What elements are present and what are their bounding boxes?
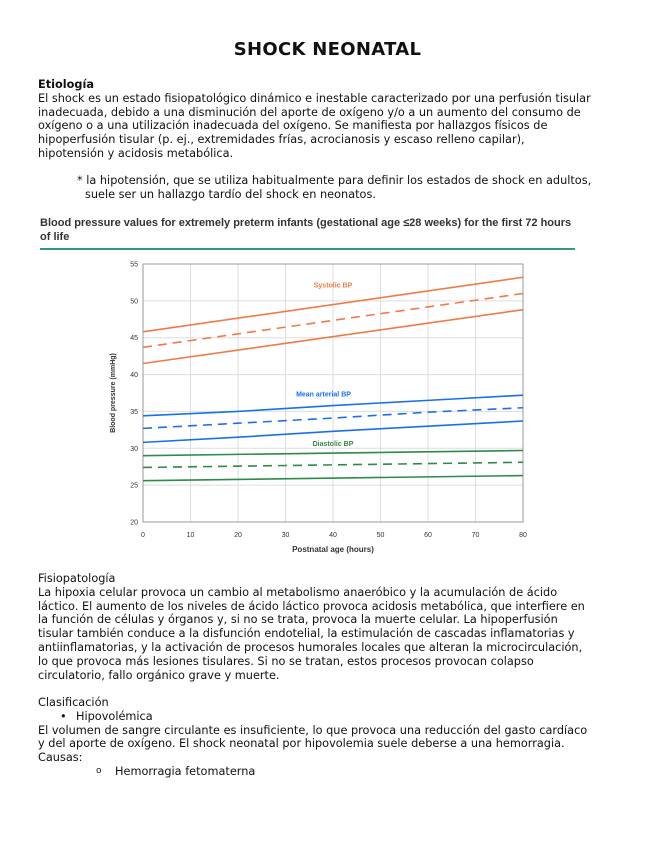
paragraph-line: y del aporte de oxígeno. El shock neonatal por hipovolemia suele deberse a una hemorragia. xyxy=(38,737,565,751)
note-line: suele ser un hallazgo tardío del shock en neonatos. xyxy=(85,187,376,201)
paragraph-line: La hipoxia celular provoca un cambio al metabolismo anaeróbico y la acumulación de ácido xyxy=(38,585,558,599)
paragraph-line: la función de células y órganos y, si no se trata, provoca la muerte celular. La hipoperfusión xyxy=(38,613,558,627)
y-tick-label: 35 xyxy=(130,408,138,416)
x-tick-label: 0 xyxy=(141,532,145,539)
page-title: SHOCK NEONATAL xyxy=(233,39,422,60)
paragraph-line: El volumen de sangre circulante es insuficiente, lo que provoca una reducción del gasto cardíaco xyxy=(38,723,588,737)
x-tick-label: 50 xyxy=(376,532,385,539)
paragraph-line: hipoperfusión tisular (p. ej., extremidades frías, acrocianosis y escaso relleno capilar), xyxy=(38,133,525,147)
hypotension-note xyxy=(77,174,622,202)
series-annotation: Mean arterial BP xyxy=(296,391,351,399)
paragraph-line: inadecuada, debido a una disminución del aporte de oxígeno y/o a un aumento del consumo de xyxy=(38,105,581,119)
fisiopatologia-heading: Fisiopatología xyxy=(38,572,116,585)
paragraph-line: tisular también conduce a la disfunción endotelial, la estimulación de cascadas inflamatorias y xyxy=(38,627,575,641)
y-axis-label: Blood pressure (mmHg) xyxy=(110,353,117,433)
paragraph-line: Causas: xyxy=(38,751,83,765)
x-tick-label: 60 xyxy=(424,532,432,539)
chart-title: Blood pressure values for extremely preterm infants (gestational age ≤28 weeks) for the first 72 hours of life xyxy=(40,217,572,243)
circle-bullet-icon: o xyxy=(96,765,102,776)
paragraph-line: circulatorio, fallo orgánico grave y muerte. xyxy=(38,668,280,682)
chart-title-rule xyxy=(40,248,575,250)
series-annotation: Diastolic BP xyxy=(312,441,354,449)
y-tick-label: 20 xyxy=(130,519,138,527)
sub-bullet-item xyxy=(38,765,623,779)
x-tick-label: 10 xyxy=(186,532,195,539)
fisiopatologia-section xyxy=(38,572,623,682)
y-tick-label: 25 xyxy=(130,482,138,490)
x-tick-label: 40 xyxy=(329,532,337,539)
y-tick-label: 40 xyxy=(130,372,138,380)
series-annotation: Systolic BP xyxy=(313,282,353,290)
sub-bullet-label: Hemorragia fetomaterna xyxy=(115,764,256,778)
x-tick-label: 80 xyxy=(519,532,527,539)
clasificacion-heading: Clasificación xyxy=(38,696,109,709)
bullet-icon: • xyxy=(60,709,67,723)
y-tick-label: 55 xyxy=(130,261,138,269)
paragraph-line: oxígeno o a una utilización inadecuada del oxígeno. Se manifiesta por hallazgos físicos de xyxy=(38,119,548,133)
paragraph-line: hipotensión y acidosis metabólica. xyxy=(38,146,234,160)
x-tick-label: 20 xyxy=(234,532,242,539)
x-axis-label: Postnatal age (hours) xyxy=(292,545,374,554)
etiologia-section xyxy=(38,78,623,161)
y-tick-label: 50 xyxy=(130,298,138,306)
paragraph-line: antiinflamatorias, y la activación de procesos humorales locales que alteran la microcirculación, xyxy=(38,640,583,654)
x-tick-label: 70 xyxy=(471,532,480,539)
etiologia-heading: Etiología xyxy=(38,78,94,91)
bullet-label: Hipovolémica xyxy=(76,709,153,723)
paragraph-line: El shock es un estado fisiopatológico dinámico e inestable caracterizado por una perfusión tisular xyxy=(38,91,591,105)
paragraph-line: láctico. El aumento de los niveles de ácido láctico provoca acidosis metabólica, que interfiere en xyxy=(38,599,585,613)
x-tick-label: 30 xyxy=(281,532,290,539)
note-line: * la hipotensión, que se utiliza habitualmente para definir los estados de shock en adultos, xyxy=(77,174,592,187)
blood-pressure-chart xyxy=(100,255,540,560)
clasificacion-section xyxy=(38,696,623,779)
y-tick-label: 45 xyxy=(130,335,138,343)
y-tick-label: 30 xyxy=(130,445,138,453)
paragraph-line: lo que provoca más lesiones tisulares. Si no se tratan, estos procesos provocan colapso xyxy=(38,654,534,668)
bullet-item xyxy=(38,710,623,724)
